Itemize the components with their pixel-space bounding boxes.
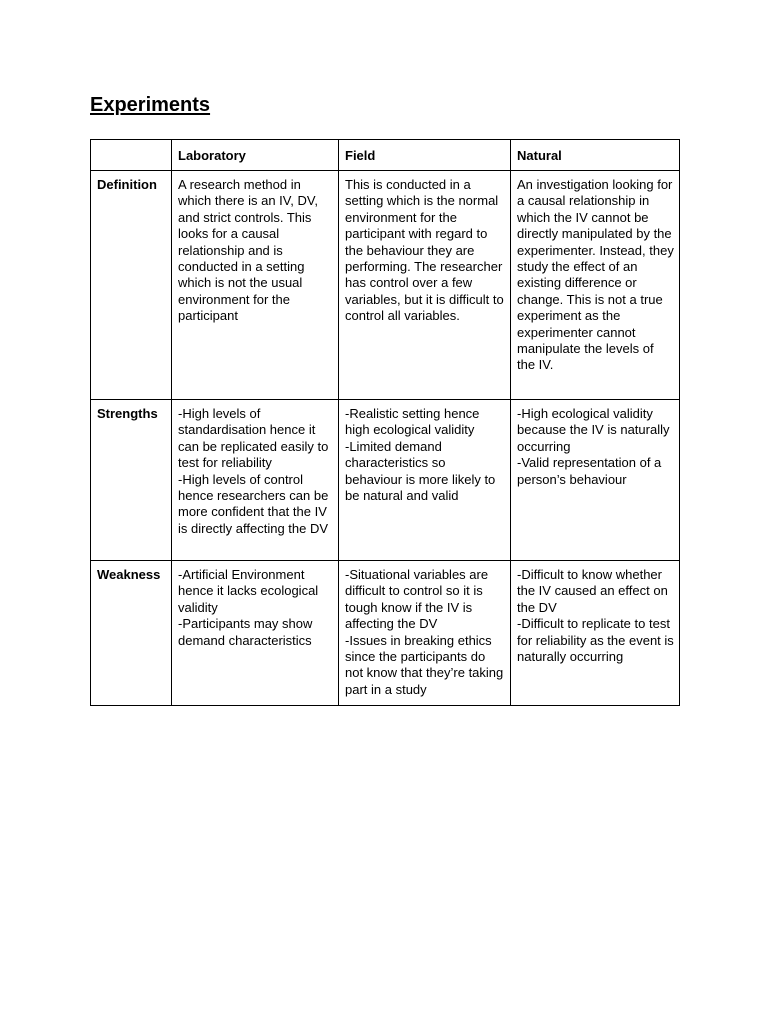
experiments-table [90,139,680,706]
definition-field-cell [339,171,511,400]
row-label-strengths: Strengths [91,400,172,561]
row-label-definition: Definition [91,171,172,400]
weakness-laboratory-text: -Artificial Environment hence it lacks ecological validity -Participants may show demand characteristics [178,567,319,648]
column-header-field: Field [339,140,511,171]
table-corner-cell [91,140,172,171]
weakness-field-text: -Situational variables are difficult to control so it is tough know if the IV is affecting the DV -Issues in breaking ethics since the participants do not know that they’re taking part in a study [345,567,504,697]
strengths-field-text: -Realistic setting hence high ecological validity -Limited demand characteristics so behaviour is more likely to be natural and valid [345,406,496,504]
definition-field-text: This is conducted in a setting which is the normal environment for the participant with regard to the behaviour they are performing. The researcher has control over a few variables, but it is difficult to control all variables. [345,177,504,324]
definition-laboratory-cell [172,171,339,400]
strengths-laboratory-text: -High levels of standardisation hence it can be replicated easily to test for reliability -High levels of control hence researchers can be more confident that the IV is directly affecting the DV [178,406,329,536]
page-title: Experiments [90,94,211,116]
definition-natural-text: An investigation looking for a causal relationship in which the IV cannot be directly manipulated by the experimenter. Instead, they study the effect of an existing difference or change. This is not a true experiment as the experimenter cannot manipulate the levels of the IV. [517,177,674,373]
strengths-laboratory-cell [172,400,339,561]
column-header-laboratory: Laboratory [172,140,339,171]
row-label-weakness: Weakness [91,561,172,706]
strengths-natural-cell [511,400,680,561]
definition-natural-cell [511,171,680,400]
table-row-weakness [91,561,680,706]
table-row-definition [91,171,680,400]
weakness-laboratory-cell [172,561,339,706]
weakness-field-cell [339,561,511,706]
weakness-natural-cell [511,561,680,706]
table-row-strengths [91,400,680,561]
column-header-natural: Natural [511,140,680,171]
weakness-natural-text: -Difficult to know whether the IV caused an effect on the DV -Difficult to replicate to test for reliability as the event is naturally occurring [517,567,674,665]
strengths-field-cell [339,400,511,561]
table-header-row [91,140,680,171]
strengths-natural-text: -High ecological validity because the IV is naturally occurring -Valid representation of a person’s behaviour [517,406,670,487]
definition-laboratory-text: A research method in which there is an IV, DV, and strict controls. This looks for a causal relationship and is conducted in a setting which is not the usual environment for the participant [178,177,318,324]
